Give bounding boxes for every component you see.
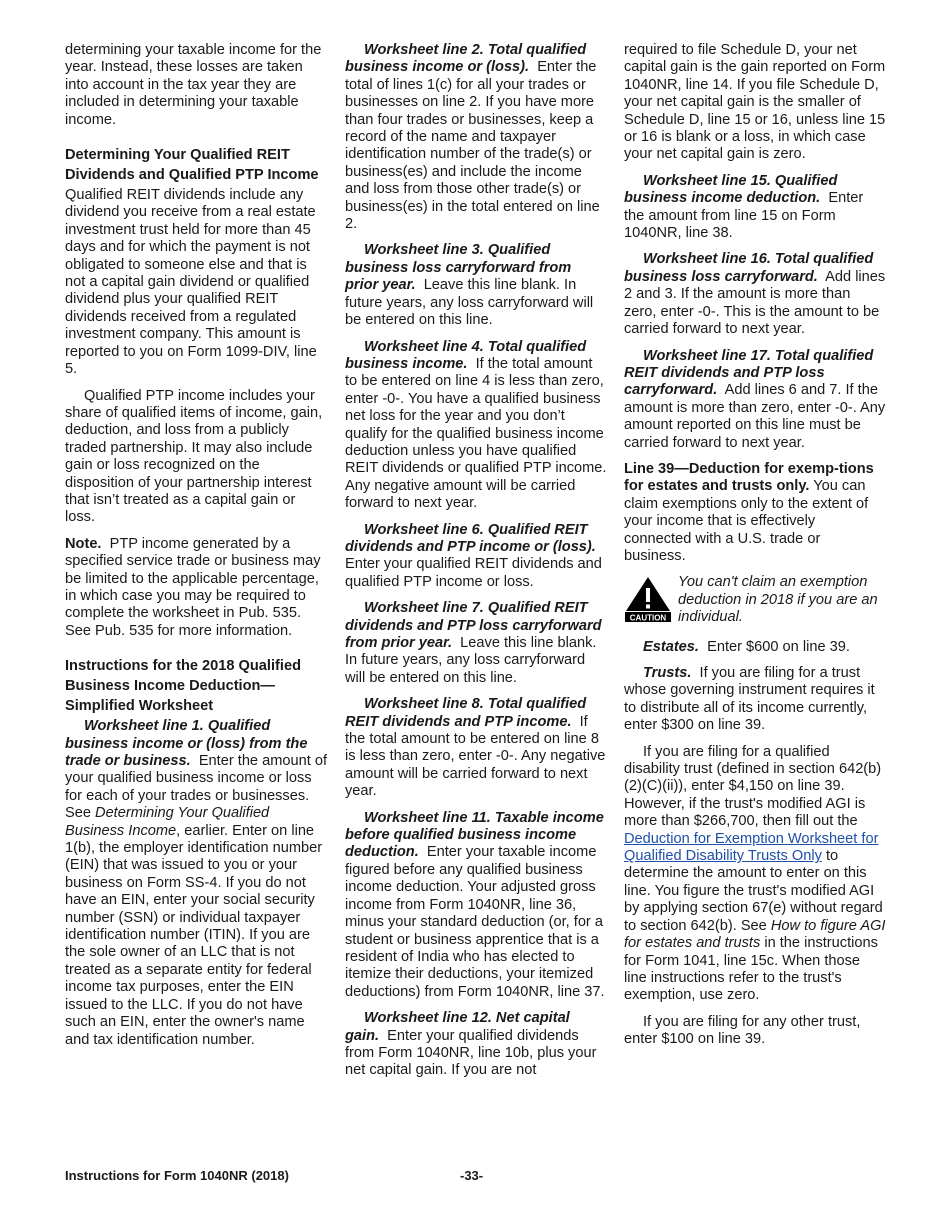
worksheet-line-4-text: If the total amount to be entered on line 4 is less than zero, enter -0-. You have a qualified business net loss for the year and you don’t qualify for the qualified business income deduction unless you have qualified REIT dividends or qualified PTP income. Any negative amount will be carried forward to next year.	[345, 355, 607, 512]
worksheet-line-8-text: If the total amount to be entered on line 8 is less than zero, enter -0-. Any negative amount will be carried forward to next year.	[345, 713, 606, 800]
caution-box	[624, 574, 886, 626]
worksheet-line-16-heading: Worksheet line 16. Total qualified business loss carryforward.	[624, 251, 874, 285]
paragraph: required to file Schedule D, your net capital gain is the gain reported on Form 1040NR, line 14. If you file Schedule D, your net capital gain is the smaller of Schedule D, line 15 or 16, unless line 15 or 16 is blank or a loss, in which case your net capital gain is zero.	[624, 42, 886, 163]
column-3	[624, 42, 886, 1058]
worksheet-line-2-heading: Worksheet line 2. Total qualified business income or (loss).	[345, 42, 587, 76]
paragraph: Qualified PTP income includes your share of qualified items of income, gain, deduction, and loss from a publicly traded partnership. It may also include gain or loss recognized on the disposition of your partnership interest that isn’t treated as a capital gain or loss.	[65, 387, 323, 526]
qdt-text: If you are filing for a qualified disability trust (defined in section 642(b)(2)(C)(ii)), enter $4,150 on line 39. However, if the trust's modified AGI is more than $266,700, then fill out the	[624, 743, 882, 830]
note-text: PTP income generated by a specified service trade or business may be limited to the applicable percentage, in which case you may be required to complete the worksheet in Pub. 535. See Pub. 535 for more information.	[65, 535, 321, 639]
column-1	[65, 42, 328, 1058]
worksheet-line-17	[624, 348, 886, 452]
paragraph: determining your taxable income for the year. Instead, these losses are taken into account in the tax year they are included in determining your taxable income.	[65, 42, 322, 128]
page-number: -33-	[460, 1168, 484, 1183]
worksheet-line-17-heading: Worksheet line 17. Total qualified REIT dividends and PTP loss carryforward.	[624, 347, 874, 399]
worksheet-line-1-text: Enter the amount of your qualified business income or loss for each of your trades or businesses. See	[65, 753, 328, 822]
estates-paragraph	[624, 639, 886, 656]
worksheet-line-1	[65, 718, 328, 1049]
worksheet-line-11	[345, 810, 608, 1001]
line-39-text: You can claim exemptions only to the extent of your income that is effectively connected with a U.S. trade or business.	[624, 478, 869, 564]
worksheet-line-2	[345, 42, 608, 233]
paragraph: Qualified REIT dividends include any dividend you receive from a real estate investment trust held for more than 45 days and for which the payment is not obligated to someone else and that is not a capital gain dividend or qualified dividend plus your qualified REIT dividends received from a regulated investment company. This amount is reported to you on Form 1099-DIV, line 5.	[65, 187, 317, 378]
worksheet-line-1-heading: Worksheet line 1. Qualified business income or (loss) from the trade or business.	[65, 718, 308, 769]
worksheet-line-4-heading: Worksheet line 4. Total qualified business income.	[345, 338, 587, 372]
cross-reference: Determining Your Qualified Business Income	[65, 805, 270, 839]
worksheet-line-15-text: Enter the amount from line 15 on Form 1040NR, line 38.	[624, 190, 864, 242]
note-label: Note.	[65, 535, 102, 552]
trusts-heading: Trusts.	[643, 665, 692, 681]
worksheet-line-7	[345, 600, 608, 687]
section-heading-instructions: Instructions for the 2018 Qualified Business Income Deduction—Simplified Worksheet	[65, 658, 301, 715]
worksheet-line-1-text-cont: , earlier. Enter on line 1(b), the employer identification number (EIN) that was issued to you or your business on Form SS-4. If you do not have an EIN, enter your social security number (SSN) or individual taxpayer identification number (ITIN). If you are the sole owner of an LLC that is not treated as a separate entity for federal income tax purposes, enter the EIN issued to the LLC. If you do not have such an EIN, enter the owner's name and tax identification number.	[65, 822, 323, 1048]
worksheet-line-3-heading: Worksheet line 3. Qualified business loss carryforward from prior year.	[345, 242, 572, 294]
line-39-heading: Line 39—Deduction for exemp-tions for estates and trusts only.	[624, 460, 874, 495]
section-heading-reit: Determining Your Qualified REIT Dividends and Qualified PTP Income	[65, 147, 319, 184]
estates-heading: Estates.	[643, 638, 699, 655]
trusts-paragraph	[624, 665, 886, 735]
worksheet-line-4	[345, 339, 608, 513]
worksheet-line-16-text: Add lines 2 and 3. If the amount is more than zero, enter -0-. This is the amount to be carried forward to next year.	[624, 268, 886, 338]
worksheet-line-12	[345, 1010, 608, 1080]
worksheet-line-2-text: Enter the total of lines 1(c) for all your trades or businesses on line 2. If you have more than four trades or businesses, keep a record of the name and taxpayer identification number of the trade(s) or business(es) and include the income and loss from those other trade(s) or business(es) in the total entered on line 2.	[345, 59, 600, 233]
worksheet-line-12-heading: Worksheet line 12. Net capital gain.	[345, 1010, 570, 1044]
worksheet-line-7-text: Leave this line blank. In future years, any loss carryforward will be entered on this line.	[345, 635, 597, 686]
worksheet-line-6-text: Enter your qualified REIT dividends and qualified PTP income or loss.	[345, 556, 602, 590]
footer-form-title: Instructions for Form 1040NR (2018)	[65, 1168, 289, 1183]
cross-reference: How to figure AGI for estates and trusts	[624, 917, 886, 952]
worksheet-line-6-heading: Worksheet line 6. Qualified REIT dividends and PTP income or (loss).	[345, 521, 596, 555]
worksheet-line-8	[345, 696, 608, 800]
qdt-text-end: in the instructions for Form 1041, line 15c. When those line instructions refer to the trust's exemption, use zero.	[624, 935, 878, 1004]
estates-text: Enter $600 on line 39.	[707, 638, 850, 655]
worksheet-line-17-text: Add lines 6 and 7. If the amount is more than zero, enter -0-. Any amount reported on this line must be carried forward to next year.	[624, 382, 886, 451]
caution-icon	[624, 576, 672, 622]
column-2	[345, 42, 608, 1089]
other-trust-paragraph: If you are filing for any other trust, enter $100 on line 39.	[624, 1013, 861, 1048]
deduction-worksheet-link[interactable]: Deduction for Exemption Worksheet for Qualified Disability Trusts Only	[624, 830, 879, 865]
worksheet-line-15	[624, 173, 886, 243]
qualified-disability-trust-paragraph	[624, 744, 886, 1005]
worksheet-line-15-heading: Worksheet line 15. Qualified business income deduction.	[624, 172, 838, 207]
worksheet-line-7-heading: Worksheet line 7. Qualified REIT dividends and PTP loss carryforward from prior year.	[345, 600, 602, 651]
qdt-text-cont: to determine the amount to enter on this line. You figure the trust's modified AGI by applying section 67(e) without regard to section 642(b). See	[624, 848, 883, 934]
caution-text: You can't claim an exemption deduction in 2018 if you are an individual.	[678, 574, 878, 626]
trusts-text: If you are filing for a trust whose governing instrument requires it to distribute all of its income currently, enter $300 on line 39.	[624, 665, 875, 734]
worksheet-line-11-heading: Worksheet line 11. Taxable income before qualified business income deduction.	[345, 809, 604, 861]
worksheet-line-6	[345, 522, 608, 592]
caution-label: CAUTION	[629, 613, 667, 623]
worksheet-line-3-text: Leave this line blank. In future years, any loss carryforward will be entered on this line.	[345, 277, 594, 329]
worksheet-line-8-heading: Worksheet line 8. Total qualified REIT dividends and PTP income.	[345, 696, 587, 730]
worksheet-line-11-text: Enter your taxable income figured before any qualified business income deduction. Your adjusted gross income from Form 1040NR, line 36, minus your standard deduction (or, for a student or business apprentice that is a resident of India who has elected to itemize their deductions, your itemized deductions) from Form 1040NR, line 37.	[345, 844, 605, 1000]
worksheet-line-12-text: Enter your qualified dividends from Form 1040NR, line 10b, plus your net capital gain. If you are not	[345, 1027, 597, 1079]
worksheet-line-3	[345, 242, 608, 329]
worksheet-line-16	[624, 251, 886, 338]
